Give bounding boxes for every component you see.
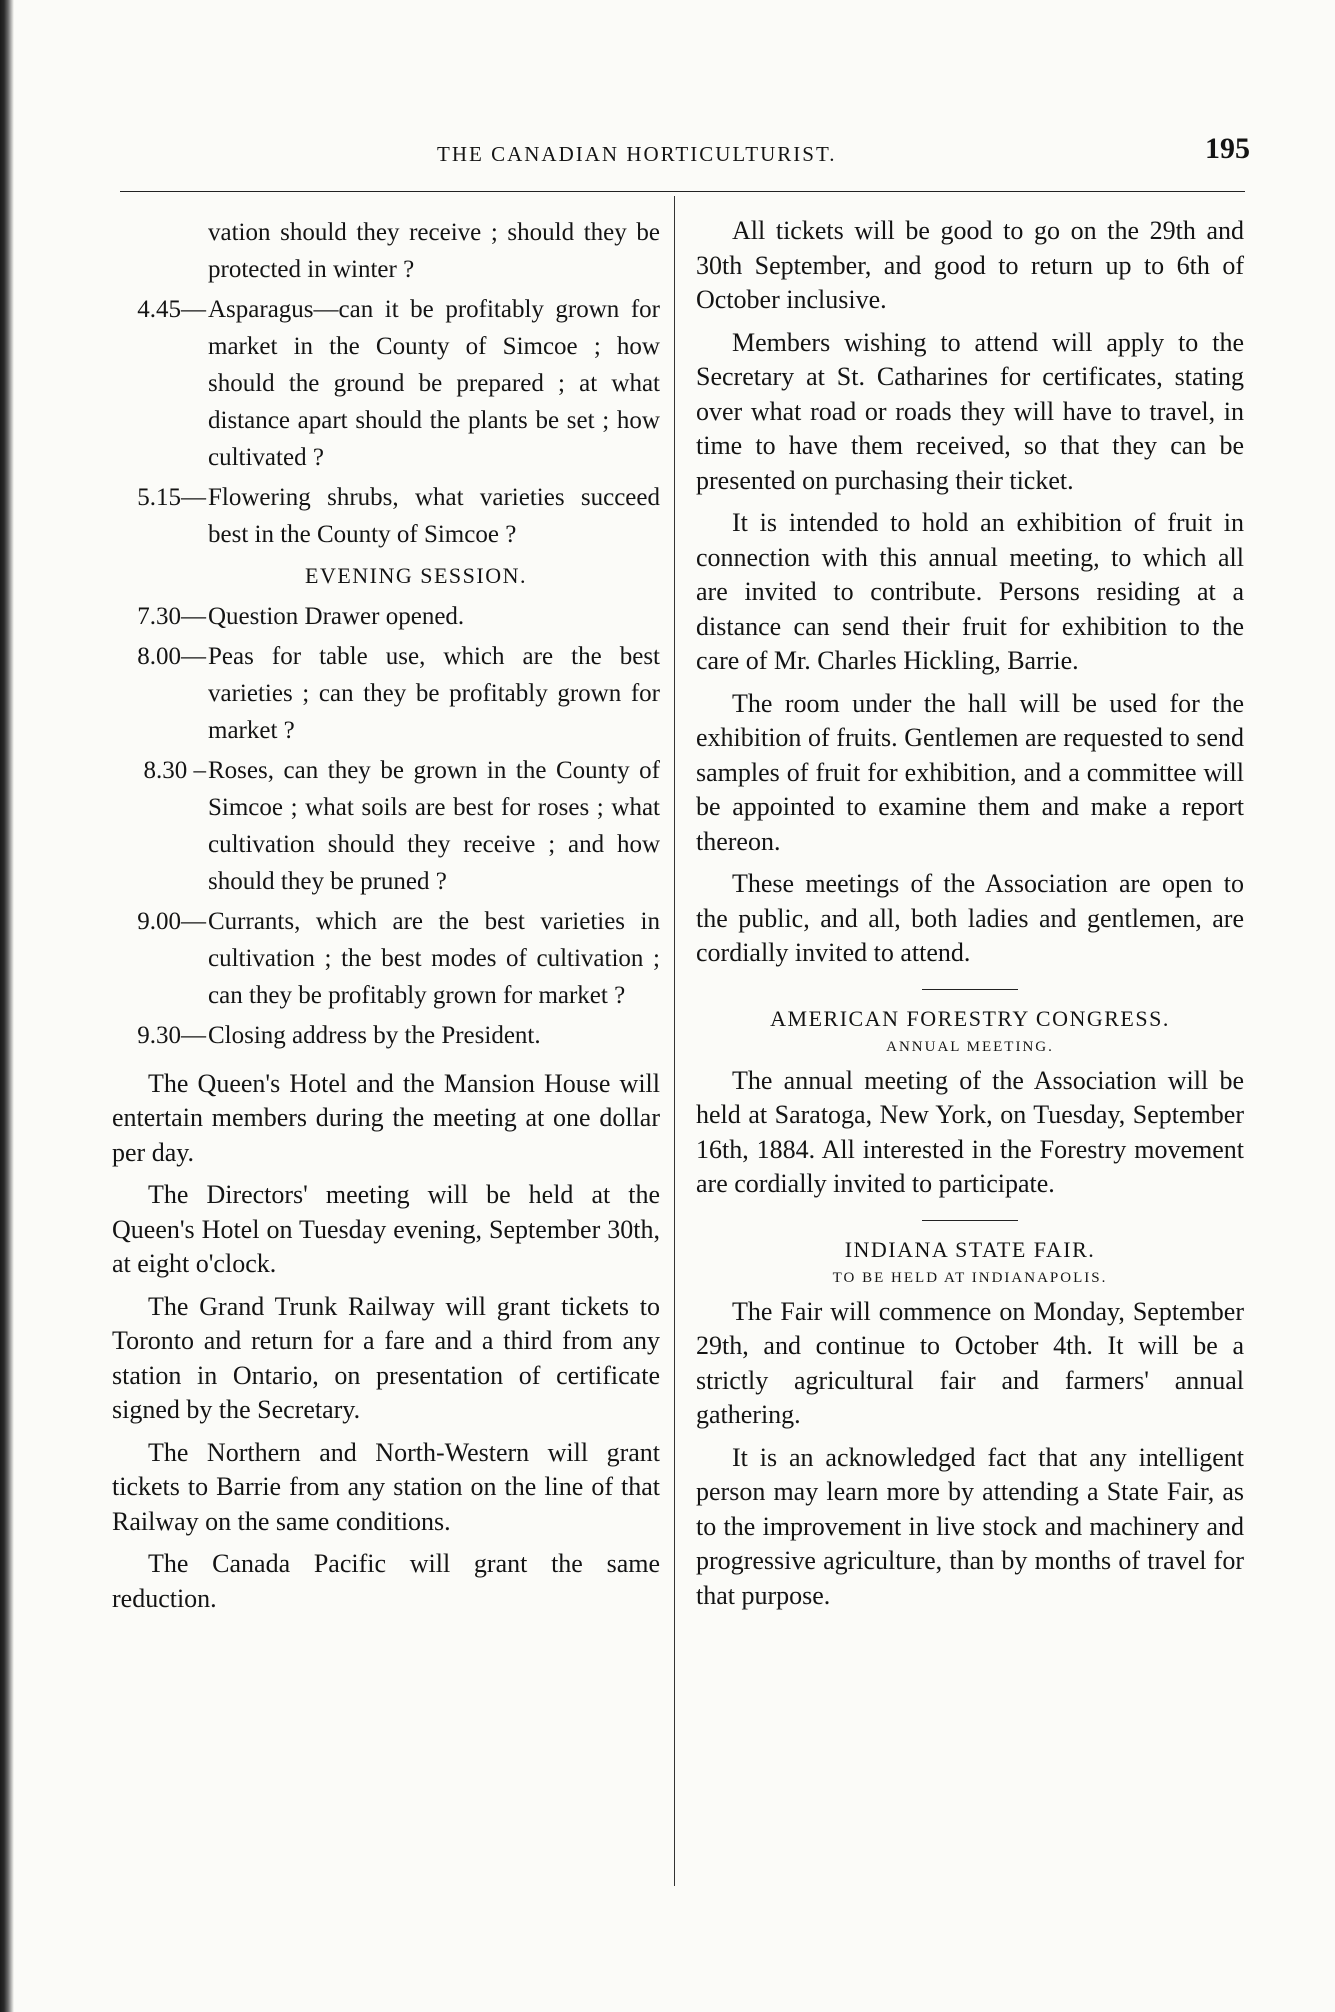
paragraph-directors-meeting: The Directors' meeting will be held at the Queen's Hotel on Tuesday evening, September 30th, at eight o'clock. [112,1180,660,1278]
program-item-text: Closing address by the President. [208,1021,541,1049]
program-time: 8.00— [137,642,206,670]
evening-session-heading: EVENING SESSION. [305,563,527,588]
program-time: 7.30— [137,602,206,630]
running-title: THE CANADIAN HORTICULTURIST. [437,142,837,166]
left-column [112,214,660,1624]
scan-binding-edge [0,0,14,2012]
program-item-text: Peas for table use, which are the best varieties ; can they be profitably grown for market ? [208,642,660,744]
indiana-title: INDIANA STATE FAIR. [844,1236,1096,1262]
paragraph-hotels: The Queen's Hotel and the Mansion House will entertain members during the meeting at one dollar per day. [112,1068,660,1167]
article-divider [922,989,1018,990]
forestry-title: AMERICAN FORESTRY CONGRESS. [770,1005,1170,1031]
program-item-text: vation should they receive ; should they be protected in winter ? [208,219,660,283]
program-item [112,479,660,553]
paragraph-members: Members wishing to attend will apply to the Secretary at St. Catharines for certificates, stating over what road or roads they will have to travel, in time to have them received, so that they can be presented on purchasing their ticket. [696,327,1244,495]
paragraph-fruit-exhibition: It is intended to hold an exhibition of fruit in connection with this annual meeting, to which all are invited to contribute. Persons residing at a distance can send their fruit for exhibition to the care of Mr. Charles Hickling, Barrie. [696,508,1244,675]
paragraph-canada-pacific: The Canada Pacific will grant the same reduction. [112,1549,660,1613]
program-time: 9.00— [137,907,206,935]
paragraph-grand-trunk: The Grand Trunk Railway will grant tickets to Toronto and return for a fare and a third from any station in Ontario, on presentation of certificate signed by the Secretary. [112,1291,660,1424]
column-divider [674,196,675,1886]
program-time: 4.45— [137,296,206,323]
indiana-subtitle: TO BE HELD AT INDIANAPOLIS. [832,1269,1108,1286]
program-item [112,1017,660,1054]
right-column [696,214,1244,1621]
indiana-body-1: The Fair will commence on Monday, September 29th, and continue to October 4th. It will be a strictly agricultural fair and farmers' annual gathering. [696,1296,1244,1429]
page-number: 195 [1205,132,1250,165]
program-item-continued [112,214,660,288]
program-item-text: Currants, which are the best varieties in cultivation ; the best modes of cultivation ; can they be profitably grown for market ? [208,907,660,1009]
program-time: 5.15— [137,484,206,511]
program-item-text: Flowering shrubs, what varieties succeed best in the County of Simcoe ? [208,484,660,548]
paragraph-room: The room under the hall will be used for the exhibition of fruits. Gentlemen are requested to send samples of fruit for exhibition, and a committee will be appointed to examine them and make a report thereon. [696,688,1244,856]
page-header [110,132,1250,176]
program-item [112,291,660,476]
program-time: 8.30 – [143,756,206,784]
forestry-body: The annual meeting of the Association will be held at Saratoga, New York, on Tuesday, September 16th, 1884. All interested in the Forestry movement are cordially invited to participate. [696,1065,1244,1198]
header-rule [120,191,1245,192]
program-time: 9.30— [137,1021,206,1049]
program-item [112,752,660,900]
paragraph-tickets: All tickets will be good to go on the 29th and 30th September, and good to return up to 6th of October inclusive. [696,216,1244,314]
program-item [112,598,660,635]
paragraph-public-meetings: These meetings of the Association are open to the public, and all, both ladies and gentlemen, are cordially invited to attend. [696,869,1244,967]
program-item-text: Roses, can they be grown in the County of Simcoe ; what soils are best for roses ; what cultivation should they receive ; and how should they be pruned ? [208,756,660,895]
program-item [112,903,660,1014]
paragraph-northern-railway: The Northern and North-Western will grant tickets to Barrie from any station on the line of that Railway on the same conditions. [112,1437,660,1536]
forestry-subtitle: ANNUAL MEETING. [886,1038,1054,1055]
article-divider [922,1220,1018,1221]
program-item [112,638,660,749]
indiana-body-2: It is an acknowledged fact that any intelligent person may learn more by attending a State Fair, as to the improvement in live stock and machinery and progressive agriculture, than by months of travel for that purpose. [696,1442,1244,1610]
program-item-text: Asparagus—can it be profitably grown for market in the County of Simcoe ; how should the ground be prepared ; at what distance apart should the plants be set ; how cultivated ? [208,296,660,471]
program-item-text: Question Drawer opened. [208,602,465,630]
